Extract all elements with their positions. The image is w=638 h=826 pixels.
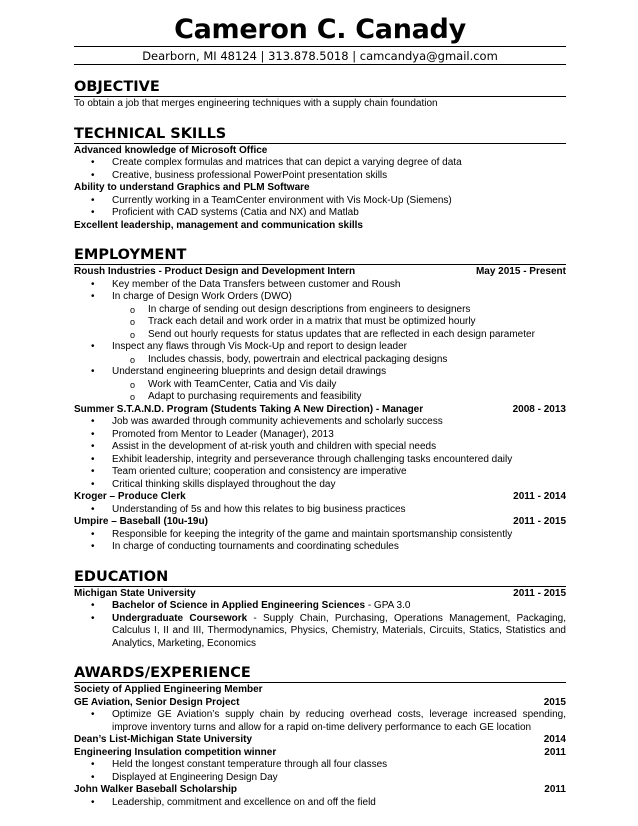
resume-name: Cameron C. Canady — [174, 14, 466, 45]
school-dates: 2011 - 2015 — [513, 587, 566, 599]
job-bullet: • Critical thinking skills displayed throughout the day — [74, 479, 566, 492]
skills-section — [74, 126, 566, 233]
award-bullet: • Held the longest constant temperature through all four classes — [74, 759, 566, 772]
coursework-label: Undergraduate Coursework — [112, 612, 248, 624]
skill-group-heading: Advanced knowledge of Microsoft Office — [74, 144, 268, 156]
skill-item: • Create complex formulas and matrices that can depict a varying degree of data — [74, 157, 566, 170]
job-dates: May 2015 - Present — [475, 266, 566, 277]
award-title: GE Aviation, Senior Design Project — [74, 696, 240, 708]
award-bullet: • Optimize GE Aviation’s supply chain by reducing overhead costs, leverage increased spending, improve inventory turns and allow for a rapid on-time delivery performance to each GE location — [74, 709, 566, 734]
job-sub-bullet: o Track each detail and work order in a matrix that must be optimized hourly — [74, 316, 566, 329]
job-title: Summer S.T.A.N.D. Program (Students Taking A New Direction) - Manager — [74, 403, 424, 415]
award-title: Dean’s List-Michigan State University — [74, 734, 253, 745]
award-bullet: • Leadership, commitment and excellence on and off the field — [74, 797, 566, 810]
job-header — [74, 266, 566, 279]
job-title: Umpire – Baseball (10u-19u) — [74, 516, 208, 527]
job-bullet: • Team oriented culture; cooperation and consistency are imperative — [74, 466, 566, 479]
job-sub-bullet: o Includes chassis, body, powertrain and electrical packaging designs — [74, 354, 566, 367]
job-bullet: • Inspect any flaws through Vis Mock-Up and report to design leader — [74, 341, 566, 354]
job-title: Roush Industries - Product Design and Development Intern — [74, 266, 356, 277]
skill-item: • Proficient with CAD systems (Catia and NX) and Matlab — [74, 207, 566, 220]
job-header — [74, 491, 566, 504]
job-sub-bullet: o Adapt to purchasing requirements and feasibility — [74, 391, 566, 404]
skill-item: • Creative, business professional PowerPoint presentation skills — [74, 170, 566, 183]
employment-section — [74, 247, 566, 554]
job-bullet: • Assist in the development of at-risk youth and children with special needs — [74, 441, 566, 454]
education-section — [74, 569, 566, 651]
job-header — [74, 516, 566, 529]
school-header — [74, 588, 566, 601]
coursework-list: - Supply Chain, Purchasing, Operations Management, Packaging, Calculus I, II and III, Thermodynamics, Physics, Chemistry, Materials, Circuits, Statics, Statistics and Analytics, Marketing, Economics — [112, 612, 566, 649]
degree-item — [74, 600, 566, 613]
job-bullet: • Job was awarded through community achievements and scholarly success — [74, 416, 566, 429]
award-date: 2015 — [543, 696, 566, 708]
award-header — [74, 747, 566, 760]
job-bullet: • Understanding of 5s and how this relates to big business practices — [74, 504, 566, 517]
job-bullet: • In charge of conducting tournaments and coordinating schedules — [74, 541, 566, 554]
section-title-education: EDUCATION — [74, 569, 566, 587]
degree-label: Bachelor of Science in Applied Engineering Sciences — [112, 600, 366, 611]
job-dates: 2011 - 2014 — [513, 491, 566, 502]
award-title: Society of Applied Engineering Member — [74, 684, 263, 695]
award-date: 2014 — [543, 734, 566, 745]
award-date: 2011 — [544, 784, 566, 795]
job-sub-bullet: o Send out hourly requests for status updates that are reflected in each design parameter — [74, 329, 566, 342]
awards-section — [74, 665, 566, 809]
job-bullet: • In charge of Design Work Orders (DWO) — [74, 291, 566, 304]
skill-group-heading: Ability to understand Graphics and PLM Software — [74, 182, 310, 193]
job-sub-bullet: o In charge of sending out design descriptions from engineers to designers — [74, 304, 566, 317]
job-bullet: • Key member of the Data Transfers between customer and Roush — [74, 279, 566, 292]
skill-group-heading: Excellent leadership, management and communication skills — [74, 219, 363, 231]
section-title-employment: EMPLOYMENT — [74, 247, 566, 265]
award-header — [74, 697, 566, 710]
job-bullet: • Exhibit leadership, integrity and perseverance through challenging tasks encountered daily — [74, 454, 566, 467]
job-title: Kroger – Produce Clerk — [74, 491, 186, 502]
award-bullet: • Displayed at Engineering Design Day — [74, 772, 566, 785]
contact-line: Dearborn, MI 48124 | 313.878.5018 | camcandya@gmail.com — [74, 46, 566, 65]
award-title: John Walker Baseball Scholarship — [74, 784, 238, 795]
degree-gpa: - GPA 3.0 — [365, 600, 411, 611]
skill-item: • Currently working in a TeamCenter environment with Vis Mock-Up (Siemens) — [74, 195, 566, 208]
section-title-skills: TECHNICAL SKILLS — [74, 126, 566, 144]
job-header — [74, 404, 566, 417]
objective-text: To obtain a job that merges engineering techniques with a supply chain foundation — [74, 98, 438, 109]
job-sub-bullet: o Work with TeamCenter, Catia and Vis daily — [74, 379, 566, 392]
job-bullet: • Responsible for keeping the integrity of the game and maintain sportsmanship consistently — [74, 529, 566, 542]
job-bullet: • Understand engineering blueprints and design detail drawings — [74, 366, 566, 379]
section-title-objective: OBJECTIVE — [74, 79, 566, 97]
section-title-awards: AWARDS/EXPERIENCE — [74, 665, 566, 683]
job-dates: 2008 - 2013 — [512, 403, 566, 415]
job-bullet: • Promoted from Mentor to Leader (Manager), 2013 — [74, 429, 566, 442]
award-header — [74, 734, 566, 747]
job-dates: 2011 - 2015 — [513, 516, 566, 527]
school-name: Michigan State University — [74, 587, 196, 599]
objective-section — [74, 79, 566, 111]
resume-page — [74, 14, 566, 809]
coursework-item — [74, 613, 566, 651]
award-title: Engineering Insulation competition winner — [74, 746, 277, 758]
award-header — [74, 784, 566, 797]
award-date: 2011 — [544, 746, 566, 758]
